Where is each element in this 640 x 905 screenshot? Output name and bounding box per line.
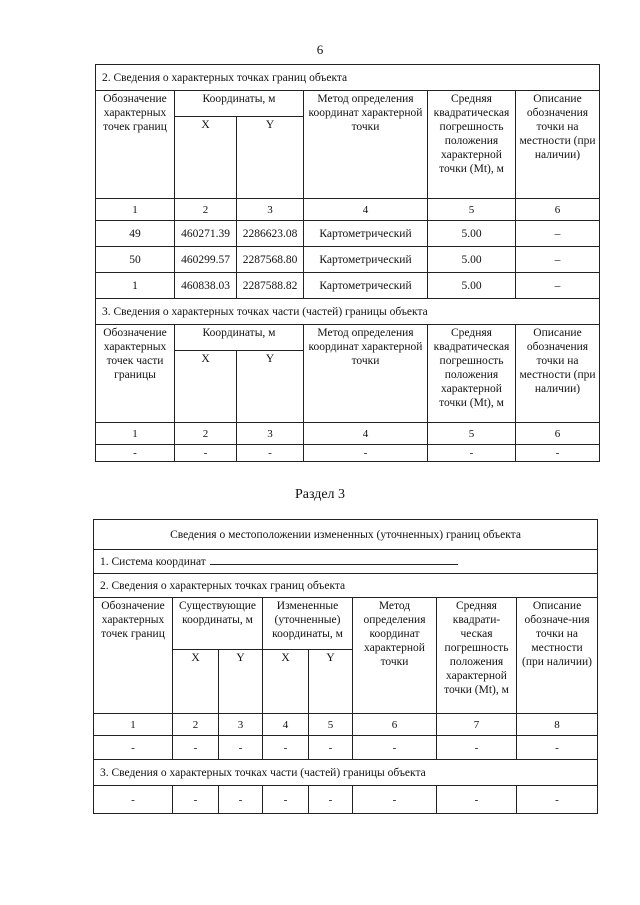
header-coordinates: Координаты, м <box>175 91 304 117</box>
page-number: 6 <box>316 42 324 57</box>
column-numbers-row: 1 2 3 4 5 6 <box>96 199 600 221</box>
column-numbers-row: 1 2 3 4 5 6 7 8 <box>94 714 598 736</box>
coordinate-system-row <box>94 550 598 574</box>
header-description: Описание обозначения точки на местности (при наличии) <box>516 91 600 199</box>
table-row: - - - - - - - - <box>94 736 598 760</box>
coordinate-system-label: 1. Система координат <box>100 556 206 568</box>
coordinate-system-blank <box>210 554 458 565</box>
header-existing-y: Y <box>219 650 263 714</box>
parts-header-designation: Обозначение характерных точек части границы <box>96 325 175 423</box>
parts-header-method: Метод определения координат характерной точки <box>304 325 428 423</box>
section-title: Раздел 3 <box>294 487 346 502</box>
header-method: Метод определения координат характерной точки <box>304 91 428 199</box>
header-changed-coordinates: Измененные (уточненные) координаты, м <box>263 598 353 650</box>
header-y: Y <box>237 117 304 199</box>
header-designation: Обозначение характерных точек границ <box>96 91 175 199</box>
boundary-points-table <box>95 64 600 462</box>
parts-column-numbers-row: 1 2 3 4 5 6 <box>96 423 600 445</box>
table-title: 2. Сведения о характерных точках границ объекта <box>96 65 600 91</box>
table-row: 50 460299.57 2287568.80 Картометрический 5.00 – <box>96 247 600 273</box>
parts-table-title: 3. Сведения о характерных точках части (частей) границы объекта <box>96 299 600 325</box>
table-row: 1 460838.03 2287588.82 Картометрический 5.00 – <box>96 273 600 299</box>
table-title: Сведения о местоположении измененных (уточненных) границ объекта <box>94 520 598 550</box>
header-changed-y: Y <box>309 650 353 714</box>
header-x: X <box>175 117 237 199</box>
parts-header-description: Описание обозначения точки на местности (при наличии) <box>516 325 600 423</box>
header-method: Метод определения координат характерной точки <box>353 598 437 714</box>
table-row: - - - - - - <box>96 445 600 462</box>
parts-header-x: X <box>175 351 237 423</box>
header-existing-coordinates: Существующие координаты, м <box>173 598 263 650</box>
header-description: Описание обозначе-ния точки на местности (при наличии) <box>517 598 598 714</box>
table-row: - - - - - - - - <box>94 786 598 814</box>
parts-subtitle: 3. Сведения о характерных точках части (частей) границы объекта <box>94 760 598 786</box>
header-error: Средняя квадратическая погрешность положения характерной точки (Mt), м <box>428 91 516 199</box>
header-designation: Обозначение характерных точек границ <box>94 598 173 714</box>
header-changed-x: X <box>263 650 309 714</box>
points-subtitle: 2. Сведения о характерных точках границ объекта <box>94 574 598 598</box>
parts-header-error: Средняя квадратическая погрешность положения характерной точки (Mt), м <box>428 325 516 423</box>
header-existing-x: X <box>173 650 219 714</box>
parts-header-coordinates: Координаты, м <box>175 325 304 351</box>
header-error: Средняя квадрати-ческая погрешность положения характерной точки (Mt), м <box>437 598 517 714</box>
table-row: 49 460271.39 2286623.08 Картометрический 5.00 – <box>96 221 600 247</box>
parts-header-y: Y <box>237 351 304 423</box>
changed-boundaries-table <box>93 519 598 814</box>
